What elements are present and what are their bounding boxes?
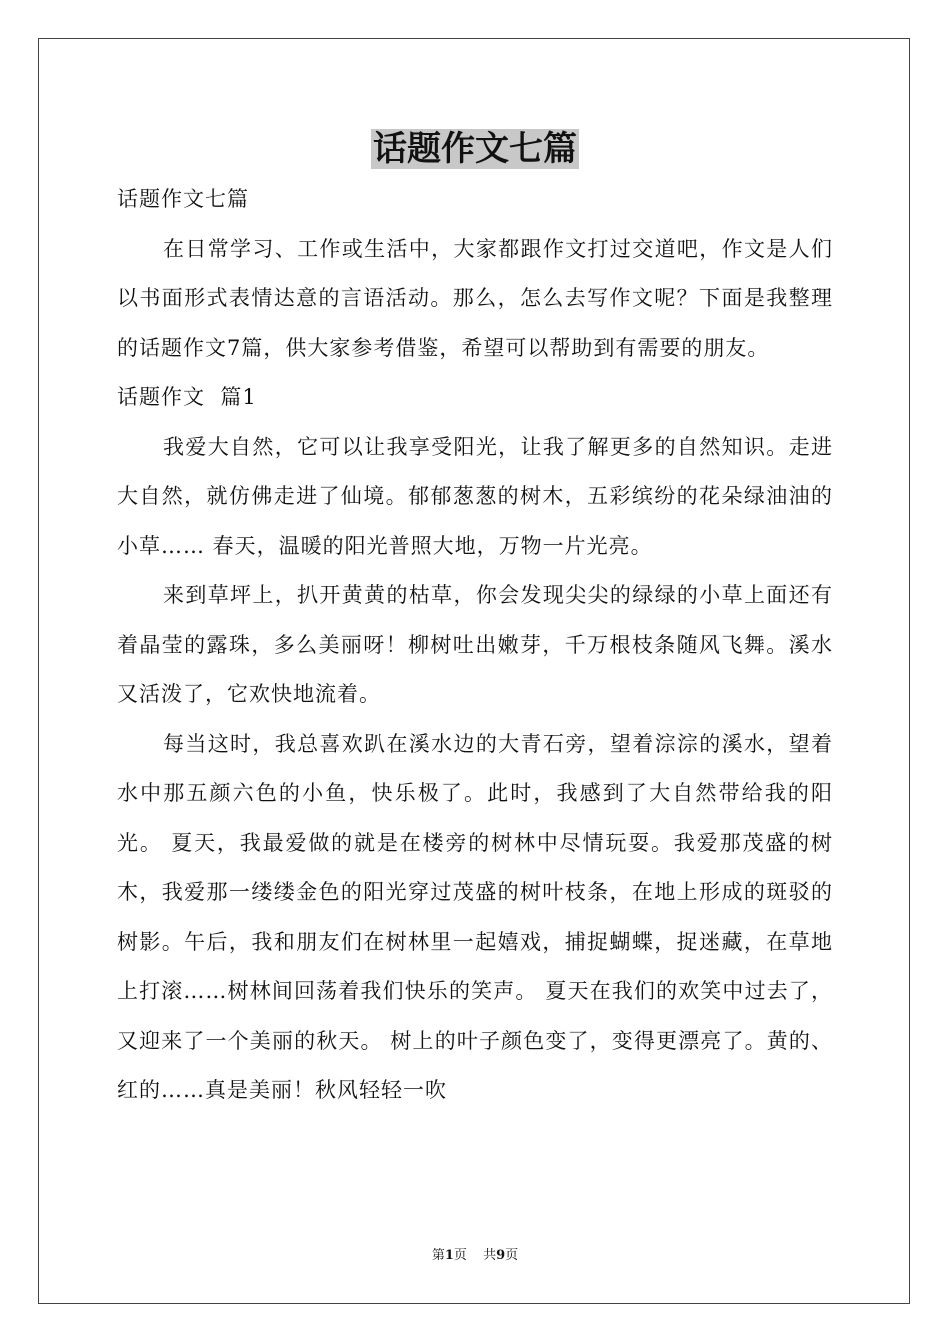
page-prefix: 第 xyxy=(431,1248,445,1263)
document-subtitle: 话题作文七篇 xyxy=(117,187,249,211)
document-title-text: 话题作文七篇 xyxy=(373,129,577,169)
page-number: 1 xyxy=(444,1248,454,1263)
body-paragraph-2: 来到草坪上，扒开黄黄的枯草，你会发现尖尖的绿绿的小草上面还有着晶莹的露珠，多么美丽呀！柳树吐出嫩芽，千万根枝条随风飞舞。溪水又活泼了，它欢快地流着。 xyxy=(117,583,833,706)
document-title xyxy=(0,126,950,172)
document-body xyxy=(117,175,833,1116)
body-paragraph-1: 我爱大自然，它可以让我享受阳光，让我了解更多的自然知识。走进大自然，就仿佛走进了仙境。郁郁葱葱的树木，五彩缤纷的花朵绿油油的小草…… 春天，温暖的阳光普照大地，万物一片光亮。 xyxy=(117,434,833,558)
total-suffix: 页 xyxy=(505,1248,519,1263)
total-prefix: 共 xyxy=(483,1248,497,1263)
body-paragraph-3: 每当这时，我总喜欢趴在溪水边的大青石旁，望着淙淙的溪水，望着水中那五颜六色的小鱼，快乐极了。此时，我感到了大自然带给我的阳光。 夏天，我最爱做的就是在楼旁的树林中尽情玩耍。我爱那茂盛的树木，我爱那一缕缕金色的阳光穿过茂盛的树叶枝条，在地上形成的斑驳的树影。午后，我和朋友们在树林里一起嬉戏，捕捉蝴蝶，捉迷藏，在草地上打滚……树林间回荡着我们快乐的笑声。 夏天在我们的欢笑中过去了，又迎来了一个美丽的秋天。 树上的叶子颜色变了，变得更漂亮了。黄的、红的……真是美丽！秋风轻轻一吹 xyxy=(117,731,833,1102)
page-indicator xyxy=(432,1248,467,1263)
total-pages: 9 xyxy=(496,1248,506,1263)
section-heading: 话题作文 篇1 xyxy=(117,385,257,409)
page-footer xyxy=(0,1247,950,1265)
intro-paragraph: 在日常学习、工作或生活中，大家都跟作文打过交道吧，作文是人们以书面形式表情达意的言语活动。那么，怎么去写作文呢？下面是我整理的话题作文7篇，供大家参考借鉴，希望可以帮助到有需要的朋友。 xyxy=(117,236,833,360)
total-pages-indicator xyxy=(483,1248,518,1263)
page-suffix: 页 xyxy=(453,1248,467,1263)
